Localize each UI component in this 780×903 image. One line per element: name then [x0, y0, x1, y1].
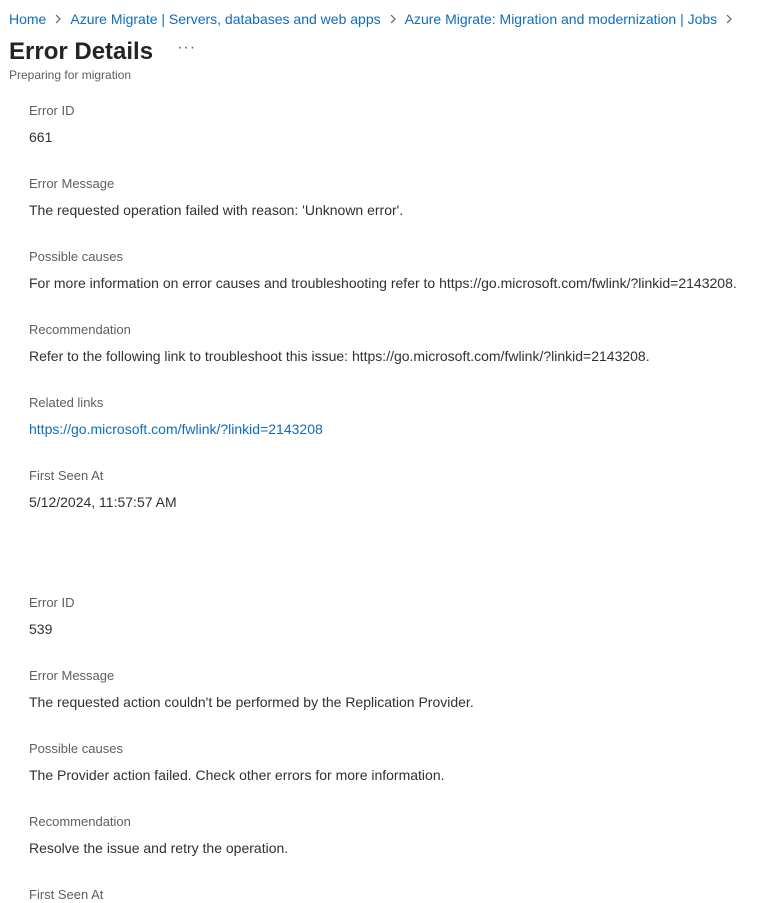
recommendation-field [29, 814, 288, 857]
error-message-field [29, 176, 403, 219]
more-icon[interactable]: ··· [177, 39, 197, 56]
breadcrumb-azure-migrate[interactable]: Azure Migrate | Servers, databases and web apps [70, 11, 381, 27]
recommendation-value: Resolve the issue and retry the operation. [29, 840, 289, 856]
page-subtitle: Preparing for migration [9, 68, 132, 82]
error-message-value: The requested operation failed with reason: 'Unknown error'. [29, 202, 404, 218]
error-message-value: The requested action couldn't be performed by the Replication Provider. [29, 694, 474, 710]
recommendation-field [29, 322, 650, 365]
error-id-field [29, 595, 75, 638]
error-message-label: Error Message [29, 668, 115, 683]
related-links-label: Related links [29, 395, 104, 410]
page-title: Error Details [9, 38, 154, 65]
possible-causes-value: For more information on error causes and troubleshooting refer to https://go.microsoft.com/fwlink/?linkid=2143208. [29, 275, 737, 291]
recommendation-value: Refer to the following link to troubleshoot this issue: https://go.microsoft.com/fwlink/?linkid=2143208. [29, 348, 650, 364]
possible-causes-field [29, 249, 737, 292]
error-id-label: Error ID [29, 595, 75, 610]
first-seen-value: 5/12/2024, 11:57:57 AM [29, 494, 177, 510]
breadcrumb-migration-jobs[interactable]: Azure Migrate: Migration and modernization | Jobs [404, 11, 718, 27]
error-id-value: 661 [29, 129, 53, 145]
error-message-label: Error Message [29, 176, 115, 191]
error-id-value: 539 [29, 621, 53, 637]
first-seen-label: First Seen At [29, 468, 104, 483]
first-seen-label: First Seen At [29, 887, 104, 902]
possible-causes-label: Possible causes [29, 741, 123, 756]
first-seen-field [29, 468, 177, 511]
breadcrumb-home[interactable]: Home [9, 11, 47, 27]
title-row [9, 36, 196, 68]
chevron-right-icon [389, 14, 397, 24]
error-id-label: Error ID [29, 103, 75, 118]
error-id-field [29, 103, 75, 146]
possible-causes-value: The Provider action failed. Check other errors for more information. [29, 767, 445, 783]
recommendation-label: Recommendation [29, 814, 131, 829]
related-link[interactable]: https://go.microsoft.com/fwlink/?linkid=2143208 [29, 421, 323, 437]
error-message-field [29, 668, 474, 711]
breadcrumb [9, 10, 741, 28]
chevron-right-icon [54, 14, 62, 24]
recommendation-label: Recommendation [29, 322, 131, 337]
first-seen-field [29, 887, 103, 903]
chevron-right-icon [725, 14, 733, 24]
possible-causes-field [29, 741, 445, 784]
possible-causes-label: Possible causes [29, 249, 123, 264]
related-links-field [29, 395, 323, 438]
